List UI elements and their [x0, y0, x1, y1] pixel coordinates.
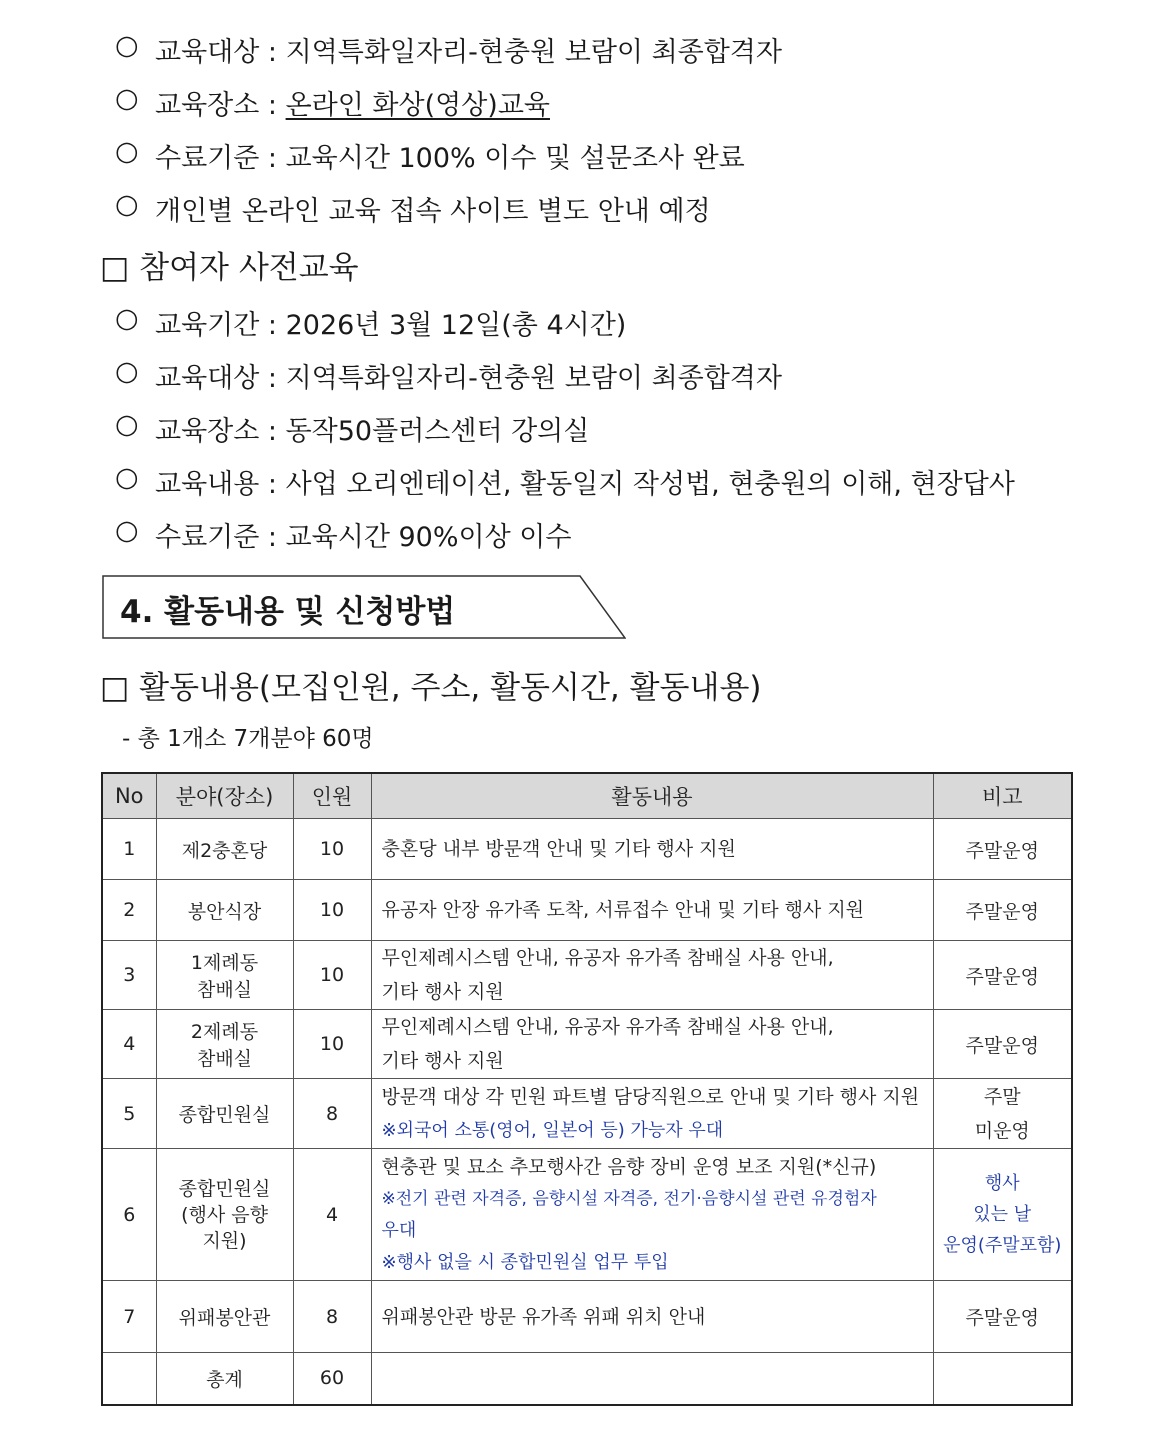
remark-line: 미운영	[974, 1119, 1030, 1142]
table-row	[102, 1079, 1072, 1149]
field-line: 참배실	[196, 979, 253, 1001]
row-no: 7	[102, 1281, 156, 1353]
activity-line: 유공자 안장 유가족 도착, 서류접수 안내 및 기타 행사 지원	[381, 899, 865, 921]
section-title: 4. 활동내용 및 신청방법	[120, 594, 456, 630]
row-count: 8	[293, 1281, 371, 1353]
row-count: 10	[293, 819, 371, 880]
total-label: 총계	[156, 1353, 293, 1405]
table-header-row	[102, 773, 1072, 819]
col-count: 인원	[293, 773, 371, 819]
activity-line: 충혼당 내부 방문객 안내 및 기타 행사 지원	[381, 838, 736, 860]
row-count: 8	[293, 1079, 371, 1149]
activity-note: ※행사 없을 시 종합민원실 업무 투입	[381, 1251, 669, 1273]
activity-line: 방문객 대상 각 민원 파트별 담당직원으로 안내 및 기타 행사 지원	[381, 1085, 920, 1108]
field-line: 2제례동	[190, 1021, 259, 1043]
activity-line: 기타 행사 지원	[381, 1050, 504, 1072]
total-count: 60	[293, 1353, 371, 1405]
row-field	[156, 1079, 293, 1149]
activity-note: ※전기 관련 자격증, 음향시설 자격증, 전기·음향시설 관련 유경험자	[381, 1188, 877, 1209]
row-count: 10	[293, 941, 371, 1010]
table-total-row	[102, 1353, 1072, 1405]
row-field	[156, 819, 293, 880]
row-no: 2	[102, 880, 156, 941]
row-remark	[933, 880, 1072, 941]
activity-line: 현충관 및 묘소 추모행사간 음향 장비 운영 보조 지원(*신규)	[381, 1155, 877, 1178]
field-line: 위패봉안관	[178, 1307, 271, 1329]
row-remark	[933, 819, 1072, 880]
remark-line: 주말운영	[965, 1034, 1039, 1057]
pre-edu-item: 교육대상 : 지역특화일자리-현충원 보람이 최종합격자	[155, 363, 782, 394]
field-line: 1제례동	[190, 952, 259, 974]
row-field	[156, 1010, 293, 1079]
remark-line: 행사	[984, 1173, 1020, 1194]
row-no: 4	[102, 1010, 156, 1079]
pre-edu-item: 교육장소 : 동작50플러스센터 강의실	[155, 416, 590, 447]
table-row	[102, 880, 1072, 941]
activity-note: ※외국어 소통(영어, 일본어 등) 가능자 우대	[381, 1119, 724, 1141]
col-remark: 비고	[933, 773, 1072, 819]
remark-line: 운영(주말포함)	[943, 1235, 1062, 1256]
col-no: No	[102, 773, 156, 819]
row-no: 3	[102, 941, 156, 1010]
row-activity	[371, 1281, 933, 1353]
field-line: (행사 음향	[181, 1203, 268, 1226]
row-count: 10	[293, 880, 371, 941]
row-remark	[933, 1149, 1072, 1281]
row-activity	[371, 819, 933, 880]
row-activity	[371, 941, 933, 1010]
col-activity: 활동내용	[371, 773, 933, 819]
col-field: 분야(장소)	[156, 773, 293, 819]
row-no: 6	[102, 1149, 156, 1281]
pre-edu-item: 수료기준 : 교육시간 90%이상 이수	[155, 522, 572, 553]
edu-site-notice: 개인별 온라인 교육 접속 사이트 별도 안내 예정	[155, 196, 711, 227]
field-line: 종합민원실	[178, 1104, 271, 1126]
row-remark	[933, 1281, 1072, 1353]
activity-line: 무인제례시스템 안내, 유공자 유가족 참배실 사용 안내,	[381, 1016, 834, 1038]
total-remark	[933, 1353, 1072, 1405]
row-no: 5	[102, 1079, 156, 1149]
field-line: 제2충혼당	[181, 839, 268, 862]
bullet-icon: ○	[115, 30, 139, 61]
row-remark	[933, 1010, 1072, 1079]
activity-line: 무인제례시스템 안내, 유공자 유가족 참배실 사용 안내,	[381, 947, 834, 969]
remark-line: 주말운영	[965, 900, 1039, 923]
bullet-icon: ○	[115, 189, 139, 220]
bullet-icon: ○	[115, 462, 139, 493]
table-row	[102, 819, 1072, 880]
activity-line: 기타 행사 지원	[381, 981, 504, 1003]
pre-edu-item: 교육기간 : 2026년 3월 12일(총 4시간)	[155, 310, 627, 341]
bullet-icon: ○	[115, 83, 139, 114]
table-row	[102, 1281, 1072, 1353]
row-activity	[371, 1010, 933, 1079]
table-row	[102, 941, 1072, 1010]
pre-edu-heading: □ 참여자 사전교육	[100, 250, 359, 286]
bullet-icon: ○	[115, 136, 139, 167]
row-remark	[933, 1079, 1072, 1149]
row-count: 10	[293, 1010, 371, 1079]
activity-note: 우대	[381, 1219, 417, 1241]
pre-edu-item: 교육내용 : 사업 오리엔테이션, 활동일지 작성법, 현충원의 이해, 현장답사	[155, 469, 1015, 500]
field-line: 참배실	[196, 1048, 253, 1070]
remark-line: 주말운영	[965, 965, 1039, 988]
table-row	[102, 1149, 1072, 1281]
remark-line: 주말운영	[965, 839, 1039, 862]
total-no	[102, 1353, 156, 1405]
activity-summary: - 총 1개소 7개분야 60명	[122, 726, 374, 752]
remark-line: 있는 날	[973, 1204, 1032, 1225]
edu-target: 교육대상 : 지역특화일자리-현충원 보람이 최종합격자	[155, 37, 782, 68]
activity-line: 위패봉안관 방문 유가족 위패 위치 안내	[381, 1305, 706, 1328]
activity-table	[101, 772, 1073, 1406]
field-line: 종합민원실	[178, 1177, 271, 1200]
row-remark	[933, 941, 1072, 1010]
row-activity	[371, 1079, 933, 1149]
row-activity	[371, 880, 933, 941]
field-line: 봉안식장	[187, 900, 262, 923]
bullet-icon: ○	[115, 515, 139, 546]
row-field	[156, 880, 293, 941]
row-no: 1	[102, 819, 156, 880]
row-count: 4	[293, 1149, 371, 1281]
table-row	[102, 1010, 1072, 1079]
row-field	[156, 1281, 293, 1353]
row-field	[156, 941, 293, 1010]
bullet-icon: ○	[115, 409, 139, 440]
activity-heading: □ 활동내용(모집인원, 주소, 활동시간, 활동내용)	[100, 670, 762, 706]
total-activity	[371, 1353, 933, 1405]
bullet-icon: ○	[115, 356, 139, 387]
row-activity	[371, 1149, 933, 1281]
edu-place-value: 온라인 화상(영상)교육	[285, 90, 550, 121]
edu-place-label: 교육장소 :	[155, 90, 286, 121]
row-field	[156, 1149, 293, 1281]
bullet-icon: ○	[115, 303, 139, 334]
field-line: 지원)	[202, 1229, 247, 1252]
edu-completion: 수료기준 : 교육시간 100% 이수 및 설문조사 완료	[155, 143, 745, 174]
remark-line: 주말운영	[965, 1307, 1039, 1329]
edu-place	[155, 83, 550, 122]
remark-line: 주말	[983, 1085, 1021, 1108]
